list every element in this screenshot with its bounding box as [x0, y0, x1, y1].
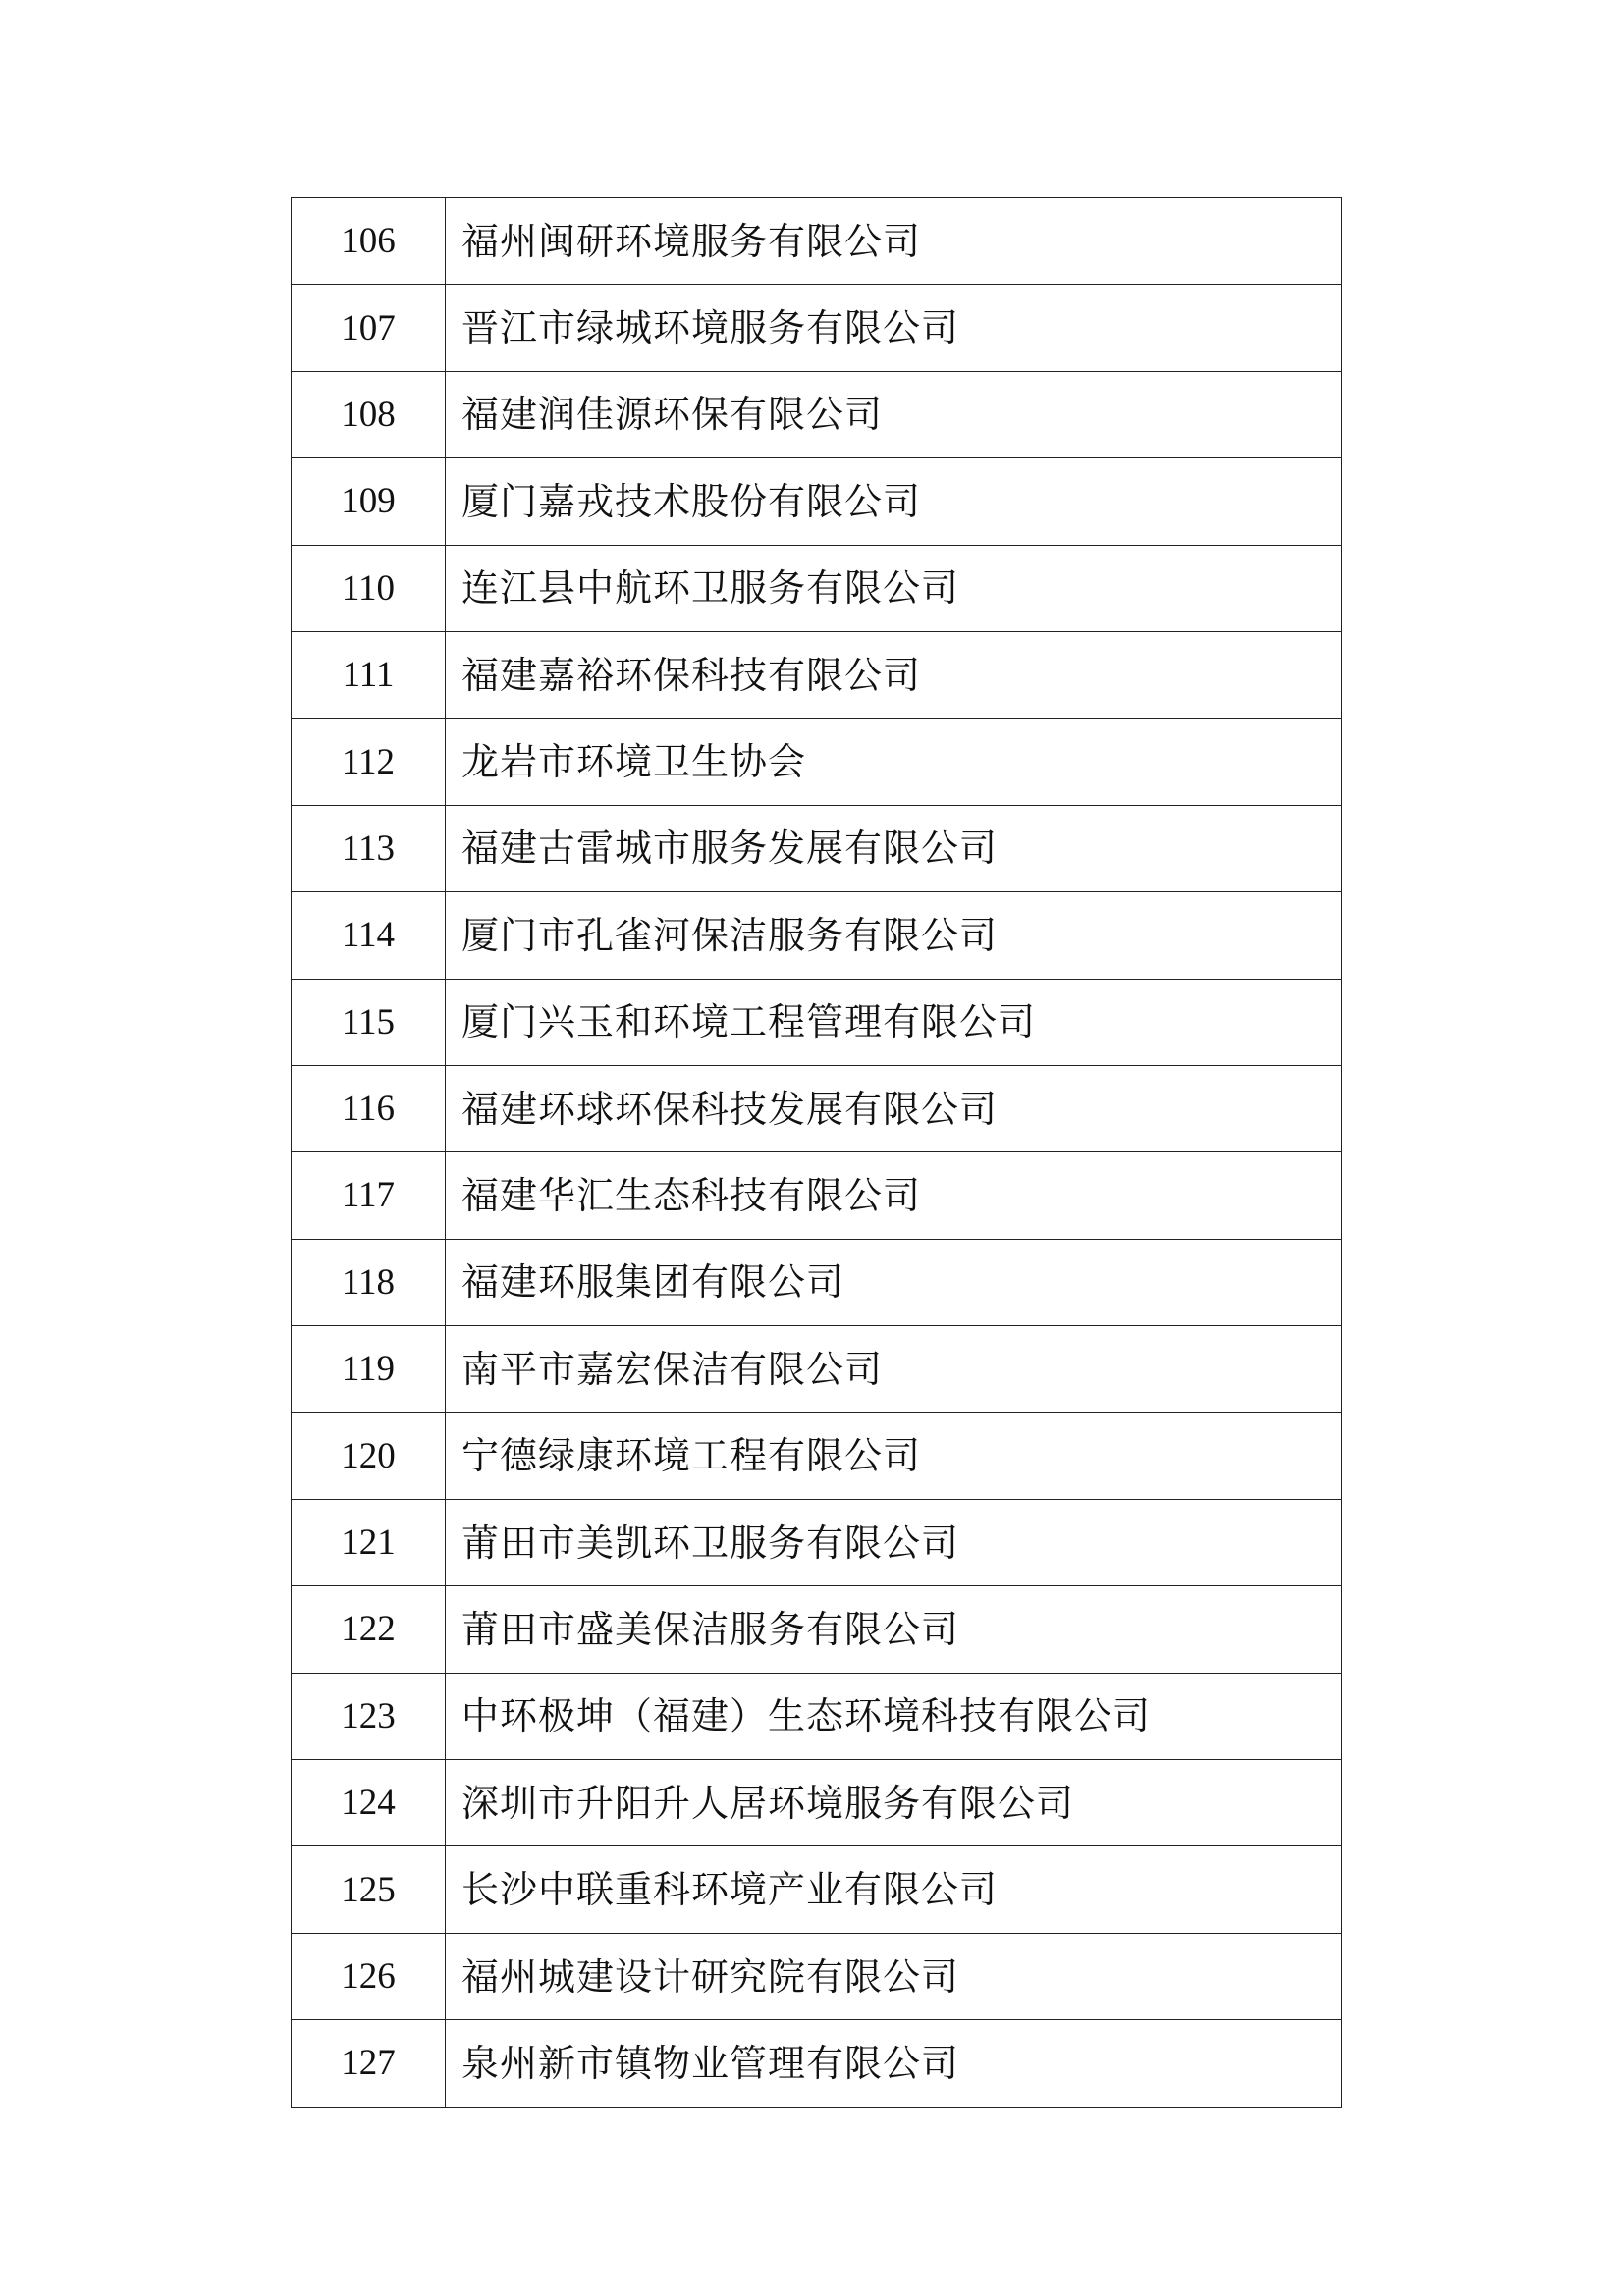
row-number: 120 — [292, 1413, 446, 1499]
row-number: 113 — [292, 805, 446, 891]
table-row — [292, 979, 1342, 1065]
table-row — [292, 2020, 1342, 2107]
company-name: 福建华汇生态科技有限公司 — [446, 1152, 1342, 1239]
company-name: 福建嘉裕环保科技有限公司 — [446, 631, 1342, 718]
company-name: 南平市嘉宏保洁有限公司 — [446, 1326, 1342, 1413]
table-row — [292, 545, 1342, 631]
company-name: 厦门嘉戎技术股份有限公司 — [446, 458, 1342, 545]
company-name: 长沙中联重科环境产业有限公司 — [446, 1846, 1342, 1933]
row-number: 121 — [292, 1499, 446, 1585]
row-number: 119 — [292, 1326, 446, 1413]
company-list-table — [291, 197, 1342, 2108]
table-row — [292, 285, 1342, 371]
table-row — [292, 1846, 1342, 1933]
table-row — [292, 1413, 1342, 1499]
company-name: 龙岩市环境卫生协会 — [446, 719, 1342, 805]
company-name: 连江县中航环卫服务有限公司 — [446, 545, 1342, 631]
table-row — [292, 1586, 1342, 1673]
table-row — [292, 719, 1342, 805]
table-row — [292, 458, 1342, 545]
table-row — [292, 1673, 1342, 1759]
row-number: 109 — [292, 458, 446, 545]
table-row — [292, 1239, 1342, 1325]
row-number: 114 — [292, 892, 446, 979]
row-number: 115 — [292, 979, 446, 1065]
company-name: 深圳市升阳升人居环境服务有限公司 — [446, 1760, 1342, 1846]
row-number: 116 — [292, 1065, 446, 1151]
row-number: 112 — [292, 719, 446, 805]
company-name: 宁德绿康环境工程有限公司 — [446, 1413, 1342, 1499]
table-row — [292, 805, 1342, 891]
table-row — [292, 1933, 1342, 2019]
company-name: 泉州新市镇物业管理有限公司 — [446, 2020, 1342, 2107]
row-number: 110 — [292, 545, 446, 631]
table-row — [292, 1760, 1342, 1846]
table-row — [292, 198, 1342, 285]
row-number: 111 — [292, 631, 446, 718]
row-number: 108 — [292, 371, 446, 457]
company-name: 莆田市盛美保洁服务有限公司 — [446, 1586, 1342, 1673]
table-row — [292, 892, 1342, 979]
row-number: 117 — [292, 1152, 446, 1239]
company-name: 福建古雷城市服务发展有限公司 — [446, 805, 1342, 891]
company-list-table-wrapper — [291, 197, 1342, 2108]
table-row — [292, 1152, 1342, 1239]
company-name: 晋江市绿城环境服务有限公司 — [446, 285, 1342, 371]
row-number: 127 — [292, 2020, 446, 2107]
row-number: 107 — [292, 285, 446, 371]
table-row — [292, 631, 1342, 718]
row-number: 126 — [292, 1933, 446, 2019]
row-number: 124 — [292, 1760, 446, 1846]
company-name: 福州闽研环境服务有限公司 — [446, 198, 1342, 285]
company-name: 福州城建设计研究院有限公司 — [446, 1933, 1342, 2019]
row-number: 125 — [292, 1846, 446, 1933]
company-name: 福建环服集团有限公司 — [446, 1239, 1342, 1325]
row-number: 118 — [292, 1239, 446, 1325]
company-name: 莆田市美凯环卫服务有限公司 — [446, 1499, 1342, 1585]
company-name: 福建环球环保科技发展有限公司 — [446, 1065, 1342, 1151]
table-row — [292, 1065, 1342, 1151]
row-number: 122 — [292, 1586, 446, 1673]
company-list-body — [292, 198, 1342, 2108]
company-name: 中环极坤（福建）生态环境科技有限公司 — [446, 1673, 1342, 1759]
company-name: 福建润佳源环保有限公司 — [446, 371, 1342, 457]
row-number: 106 — [292, 198, 446, 285]
table-row — [292, 1499, 1342, 1585]
company-name: 厦门市孔雀河保洁服务有限公司 — [446, 892, 1342, 979]
table-row — [292, 1326, 1342, 1413]
company-name: 厦门兴玉和环境工程管理有限公司 — [446, 979, 1342, 1065]
row-number: 123 — [292, 1673, 446, 1759]
table-row — [292, 371, 1342, 457]
